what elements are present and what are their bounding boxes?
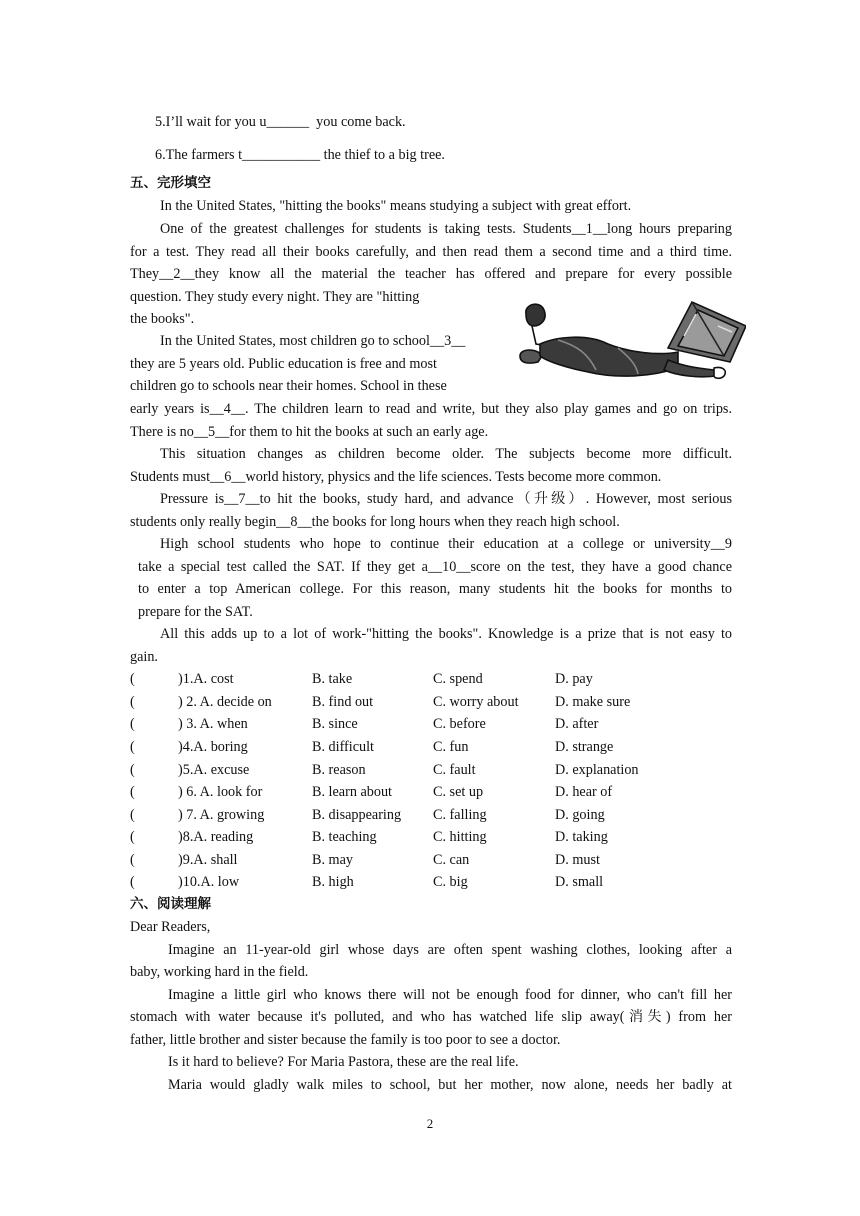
question-option-b: B. may [312,852,353,868]
question-option-d: D. make sure [555,694,631,710]
cloze-paragraph-4-line: Students must__6__world history, physics and the life sciences. Tests become more common. [130,469,662,485]
question-option-b: B. teaching [312,829,377,845]
cloze-paragraph-3-line: In the United States, most children go to school__3__ [160,333,466,349]
question-paren[interactable]: ( [130,852,135,868]
cloze-paragraph-2-line: the books". [130,311,195,327]
question-option-d: D. hear of [555,784,613,800]
cloze-paragraph-4-line: This situation changes as children become older. The subjects become more difficult. [160,446,732,462]
question-option-a: )9.A. shall [178,852,238,868]
question-option-c: C. worry about [433,694,519,710]
cloze-paragraph-5-line: Pressure is__7__to hit the books, study hard, and advance（升级）. However, most serious [160,491,732,507]
question-option-a: ) 7. A. growing [178,807,265,823]
question-paren[interactable]: ( [130,716,135,732]
reading-paragraph-1-line: baby, working hard in the field. [130,964,309,980]
question-option-a: )4.A. boring [178,739,248,755]
question-option-c: C. hitting [433,829,487,845]
reading-paragraph-1-line: Imagine an 11-year-old girl whose days are often spent washing clothes, looking after a [168,942,732,958]
question-option-c: C. fun [433,739,469,755]
fill-in-item-5: 5.I’ll wait for you u______ you come back. [155,114,406,130]
question-option-a: ) 2. A. decide on [178,694,272,710]
reading-paragraph-2-line: father, little brother and sister because the family is too poor to see a doctor. [130,1032,561,1048]
cloze-paragraph-3-line: they are 5 years old. Public education is free and most [130,356,437,372]
question-option-d: D. strange [555,739,614,755]
salutation: Dear Readers, [130,919,211,935]
question-option-c: C. set up [433,784,484,800]
cloze-paragraph-3-line: There is no__5__for them to hit the books at such an early age. [130,424,489,440]
question-option-d: D. small [555,874,604,890]
cloze-paragraph-2-line: for a test. They read all their books carefully, and then read them a second time and a third time. [130,244,732,260]
hitting-the-books-illustration [518,296,746,396]
question-option-b: B. take [312,671,353,687]
question-option-c: C. can [433,852,470,868]
question-option-d: D. taking [555,829,608,845]
question-option-a: ) 6. A. look for [178,784,263,800]
question-option-a: )10.A. low [178,874,240,890]
question-option-b: B. disappearing [312,807,402,823]
cloze-paragraph-3-line: children go to schools near their homes. School in these [130,378,447,394]
cloze-paragraph-6-line: take a special test called the SAT. If they get a__10__score on the test, they have a good chance [138,559,732,575]
cloze-paragraph-6-line: High school students who hope to continue their education at a college or university__9 [160,536,732,552]
question-option-c: C. big [433,874,468,890]
reading-paragraph-3-line: Is it hard to believe? For Maria Pastora, these are the real life. [168,1054,519,1070]
cloze-paragraph-2-line: They__2__they know all the material the teacher has offered and prepare for every possible [130,266,732,282]
question-paren[interactable]: ( [130,829,135,845]
cloze-heading: 五、完形填空 [130,175,211,191]
question-option-d: D. pay [555,671,593,687]
question-option-d: D. going [555,807,605,823]
question-option-d: D. explanation [555,762,639,778]
question-option-b: B. reason [312,762,366,778]
reading-paragraph-2-line: stomach with water because it's polluted, and who has watched life slip away(消失) from her [130,1009,732,1025]
cloze-paragraph-5-line: students only really begin__8__the books for long hours when they reach high school. [130,514,620,530]
question-option-d: D. must [555,852,600,868]
cloze-paragraph-2-line: One of the greatest challenges for students is taking tests. Students__1__long hours preparing [160,221,732,237]
cloze-paragraph-6-line: to enter a top American college. For this reason, many students hit the books for months to [138,581,732,597]
question-paren[interactable]: ( [130,784,135,800]
cloze-paragraph-2-line: question. They study every night. They are "hitting [130,289,420,305]
cloze-paragraph-7-line: gain. [130,649,158,665]
question-option-a: ) 3. A. when [178,716,248,732]
question-paren[interactable]: ( [130,694,135,710]
question-option-d: D. after [555,716,599,732]
question-option-b: B. learn about [312,784,392,800]
question-option-b: B. high [312,874,354,890]
cloze-paragraph-6-line: prepare for the SAT. [138,604,253,620]
question-option-b: B. since [312,716,358,732]
cloze-paragraph-7-line: All this adds up to a lot of work-"hitting the books". Knowledge is a prize that is not easy to [160,626,732,642]
cloze-paragraph-1: In the United States, "hitting the books" means studying a subject with great effort. [160,198,632,214]
fill-in-item-6: 6.The farmers t___________ the thief to a big tree. [155,147,445,163]
question-paren[interactable]: ( [130,874,135,890]
question-paren[interactable]: ( [130,671,135,687]
question-option-a: )1.A. cost [178,671,234,687]
question-option-c: C. fault [433,762,476,778]
reading-paragraph-4-line: Maria would gladly walk miles to school, but her mother, now alone, needs her badly at [168,1077,732,1093]
question-option-c: C. falling [433,807,487,823]
question-paren[interactable]: ( [130,739,135,755]
reading-paragraph-2-line: Imagine a little girl who knows there will not be enough food for dinner, who can't fill her [168,987,732,1003]
cloze-paragraph-3-line: early years is__4__. The children learn to read and write, but they also play games and go on trips. [130,401,732,417]
question-option-c: C. spend [433,671,483,687]
question-option-b: B. find out [312,694,374,710]
question-option-a: )8.A. reading [178,829,254,845]
question-option-b: B. difficult [312,739,375,755]
page-number: 2 [426,1116,434,1131]
question-paren[interactable]: ( [130,807,135,823]
reading-heading: 六、阅读理解 [130,896,211,912]
question-paren[interactable]: ( [130,762,135,778]
question-option-a: )5.A. excuse [178,762,250,778]
question-option-c: C. before [433,716,486,732]
